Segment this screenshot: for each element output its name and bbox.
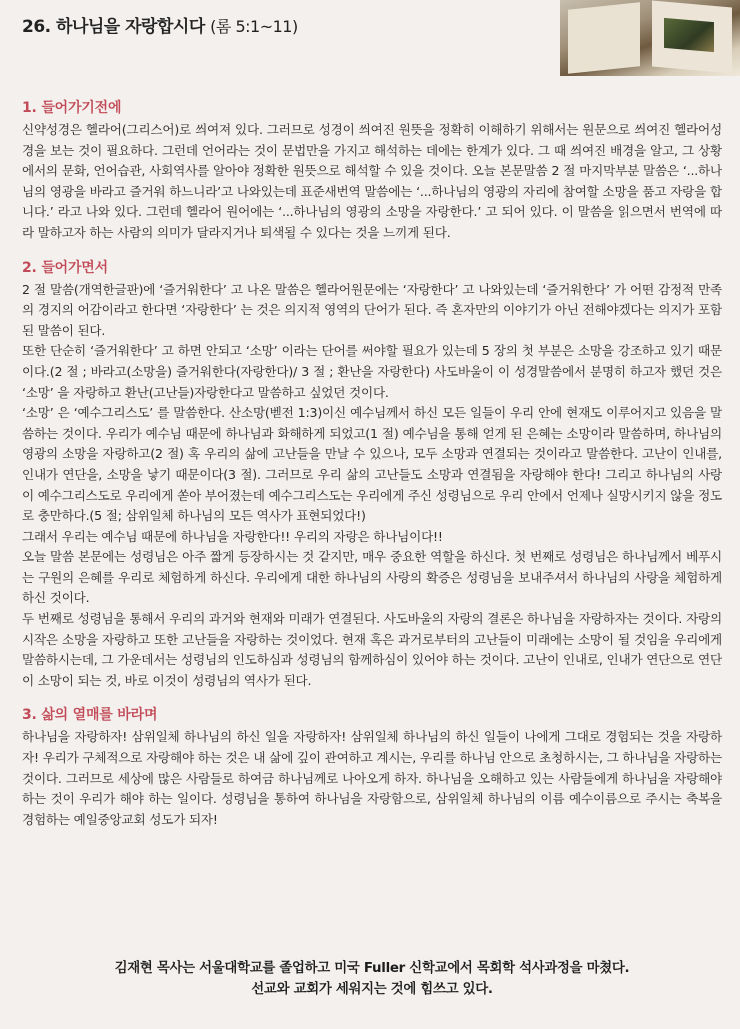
page-title [22,12,298,37]
article-body [22,98,722,830]
author-bio-line-2: 선교와 교회가 세워지는 것에 힘쓰고 있다. [251,982,493,997]
section-2-paragraph-4: 그래서 우리는 예수님 때문에 하나님을 자랑한다!! 우리의 자랑은 하나님이다!! [22,528,443,544]
section-1-paragraph-1: 신약성경은 헬라어(그리스어)로 씌여져 있다. 그러므로 성경이 씌여진 원뜻을 정확히 이해하기 위해서는 원문으로 씌여진 헬라어성경을 보는 것이 필요하다. 그런데 언어라는 것이 문법만을 가지고 해석하는 데에는 한계가 있다. 그 때 씌여진 배경을 알고, 그 상황에서의 문화, 언어습관, 사회역사를 알아야 정확한 원뜻으로 해석할 수 있을 것이다. 오늘 본문말씀 2 절 마지막부분 말씀은 ‘...하나님의 영광을 바라고 즐거워 하느니라’고 나와있는데 표준새번역 말씀에는 ‘...하나님의 영광의 자리에 참여할 소망을 품고 자랑을 합니다.’ 라고 나와 있다. 그런데 헬라어 원어에는 ‘...하나님의 영광의 소망을 자랑한다.’ 고 되어 있다. 이 말씀을 읽으면서 번역에 따라 말하고자 하는 사람의 의미가 달라지거나 퇴색될 수 있다는 것을 느끼게 된다. [22,122,722,240]
section-heading-1: 1. 들어가기전에 [22,100,122,116]
author-bio-line-1: 김재현 목사는 서울대학교를 졸업하고 미국 Fuller 신학교에서 목회학 석사과정을 마쳤다. [114,961,630,976]
section-2-paragraph-2: 또한 단순히 ‘즐거워한다’ 고 하면 안되고 ‘소망’ 이라는 단어를 써야할 필요가 있는데 5 장의 첫 부분은 소망을 강조하고 있기 때문이다.(2 절 ; 바라고(소망을) 즐거워한다(자랑한다)/ 3 절 ; 환난을 자랑한다) 사도바울이 이 성경말씀에서 분명히 하고자 했던 것은 ‘소망’ 을 자랑하고 환난(고난들)자랑한다고 말씀하고 싶었던 것이다. [22,343,722,400]
section-heading-3: 3. 삶의 열매를 바라며 [22,707,158,724]
section-2-paragraph-1: 2 절 말씀(개역한글판)에 ‘즐거워한다’ 고 나온 말씀은 헬라어원문에는 ‘자랑한다’ 고 나와있는데 ‘즐거워한다’ 가 어떤 감정적 만족의 경지의 어감이라고 한다면 ‘자랑한다’ 는 것은 의지적 영역의 단어가 된다. 즉 혼자만의 이야기가 아닌 전해야겠다는 의지가 포함된 말씀이 된다. [22,281,722,338]
section-2-paragraph-3: ‘소망’ 은 ‘예수그리스도’ 를 말씀한다. 산소망(벧전 1:3)이신 예수님께서 하신 모든 일들이 우리 안에 현재도 이루어지고 있음을 말씀하는 것이다. 우리가 예수님 때문에 하나님과 화해하게 되었고(1 절) 예수님을 통해 얻게 된 은혜는 소망이라 말씀하며, 하나님의 영광의 소망을 자랑하고(2 절) 혹 우리의 삶에 고난들을 만날 수 있으나, 모두 소망과 연결되는 것이라고 말씀한다. 고난이 인내를, 인내가 연단을, 소망을 낳기 때문이다(3 절). 그러므로 우리 삶의 고난들도 소망과 연결됨을 자랑해야 한다! 그리고 하나님의 사랑이 예수그리스도로 우리에게 쏟아 부어졌는데 예수그리스도는 우리에게 주신 성령님으로 우리 안에서 언제나 실망시키지 않을 정도로 충만하다.(5 절; 삼위일체 하나님의 모든 역사가 표현되었다!) [22,405,722,524]
scripture-reference: (롬 5:1~11) [210,17,298,36]
section-3-paragraph-1: 하나님을 자랑하자! 삼위일체 하나님의 하신 일을 자랑하자! 삼위일체 하나님의 하신 일들이 나에게 그대로 경험되는 것을 자랑하자! 우리가 구체적으로 자랑해야 하는 것은 내 삶에 깊이 관여하고 계시는, 우리를 하나님 안으로 초청하시는, 그 하나님을 자랑하는 것이다. 그러므로 세상에 많은 사람들로 하여금 하나님께로 나아오게 하자. 하나님을 오해하고 있는 사람들에게 하나님을 자랑해야 하는 것이 우리가 해야 하는 일이다. 성령님을 통하여 하나님을 자랑함으로, 삼위일체 하나님의 이름 예수이름으로 주시는 축복을 경험하는 예일중앙교회 성도가 되자! [22,729,722,827]
bible-photo [560,0,740,76]
title-text: 26. 하나님을 자랑합시다 [22,17,205,37]
section-2-paragraph-5: 오늘 말씀 본문에는 성령님은 아주 짧게 등장하시는 것 같지만, 매우 중요한 역할을 하신다. 첫 번째로 성령님은 하나님께서 베푸시는 구원의 은혜를 우리로 체험하게 하신다. 우리에게 대한 하나님의 사랑의 확증은 성령님을 보내주셔서 하나님의 사랑을 체험하게 하신 것이다. [22,549,722,606]
section-2-paragraph-6: 두 번째로 성령님을 통해서 우리의 과거와 현재와 미래가 연결된다. 사도바울의 자랑의 결론은 하나님을 자랑하자는 것이다. 자랑의 시작은 소망을 자랑하고 또한 고난들을 자랑하는 것이었다. 현재 혹은 과거로부터의 고난들이 미래에는 소망이 될 것임을 우리에게 말씀하시는데, 그 가운데서는 성령님의 인도하심과 성령님의 함께하심이 있어야 하는 것이다. 고난이 인내로, 인내가 연단으로 연단이 소망이 되는 것, 바로 이것이 성령님의 역사가 된다. [22,611,722,688]
bible-left-page [568,2,640,74]
author-bio [22,958,722,1000]
bible-illustration [664,18,714,52]
section-heading-2: 2. 들어가면서 [22,259,108,276]
